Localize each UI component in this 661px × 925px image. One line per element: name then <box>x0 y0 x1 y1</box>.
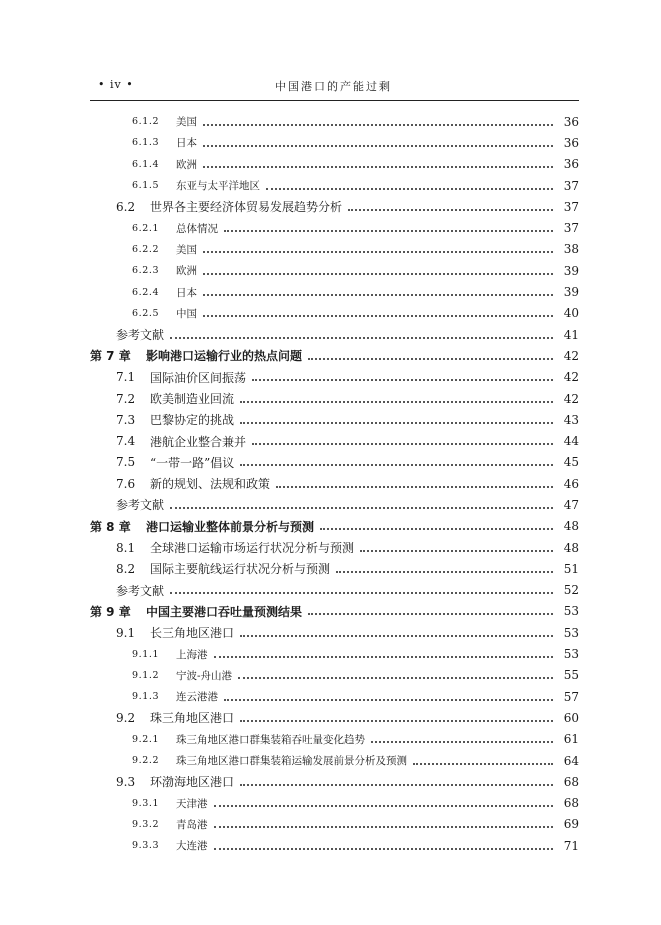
toc-references-entry[interactable] <box>116 324 579 345</box>
dot-leader <box>360 550 553 552</box>
toc-entry-page: 46 <box>563 476 579 491</box>
toc-entry-page: 47 <box>563 497 579 512</box>
toc-entry-page: 39 <box>563 285 579 300</box>
toc-entry-title: 参考文献 <box>116 498 165 513</box>
toc-entry-page: 42 <box>563 348 579 363</box>
toc-entry-page: 36 <box>563 157 579 172</box>
toc-entry-number: 7.1 <box>116 370 136 385</box>
toc-entry-number: 8.1 <box>116 540 136 555</box>
toc-entry[interactable] <box>132 814 579 835</box>
toc-entry-title: 港口运输业整体前景分析与预测 <box>146 519 315 534</box>
dot-leader <box>238 677 553 679</box>
toc-entry[interactable] <box>132 175 579 196</box>
toc-entry-title: 新的规划、法规和政策 <box>150 477 271 492</box>
toc-entry-number: 6.1.5 <box>132 180 160 192</box>
toc-entry-number: 7.5 <box>116 455 136 470</box>
toc-entry[interactable] <box>116 409 579 430</box>
toc-entry-title: 中国主要港口吞吐量预测结果 <box>146 604 303 619</box>
toc-entry-title: 世界各主要经济体贸易发展趋势分析 <box>150 200 343 215</box>
toc-entry-title: “一带一路”倡议 <box>150 455 235 470</box>
toc-entry-title: 连云港港 <box>176 691 218 704</box>
dot-leader <box>203 294 553 296</box>
toc-entry-title: 青岛港 <box>176 818 208 831</box>
toc-entry[interactable] <box>116 452 579 473</box>
toc-entry-title: 影响港口运输行业的热点问题 <box>146 349 303 364</box>
toc-entry[interactable] <box>132 154 579 175</box>
toc-entry-title: 港航企业整合兼并 <box>150 434 247 449</box>
toc-entry-number: 9.1 <box>116 625 136 640</box>
toc-entry-title: 美国 <box>176 243 197 256</box>
toc-entry-page: 71 <box>563 838 579 853</box>
toc-entry-number: 9.2.2 <box>132 755 160 767</box>
toc-entry-number: 7.2 <box>116 391 136 406</box>
dot-leader <box>266 188 553 190</box>
dot-leader <box>224 230 553 232</box>
toc-entry[interactable] <box>116 430 579 451</box>
toc-entry-title: 巴黎协定的挑战 <box>150 413 235 428</box>
toc-entry-title: 参考文献 <box>116 583 165 598</box>
toc-entry-number: 6.2 <box>116 199 136 214</box>
toc-entry[interactable] <box>132 303 579 324</box>
toc-entry-title: 总体情况 <box>176 222 218 235</box>
toc-entry-number: 6.1.3 <box>132 137 160 149</box>
toc-entry[interactable] <box>132 729 579 750</box>
toc-entry-page: 42 <box>563 391 579 406</box>
toc-entry[interactable] <box>116 388 579 409</box>
dot-leader <box>240 401 553 403</box>
dot-leader <box>308 613 553 615</box>
toc-entry-number: 9.3.2 <box>132 818 160 830</box>
toc-entry[interactable] <box>132 643 579 664</box>
toc-references-entry[interactable] <box>116 494 579 515</box>
toc-entry[interactable] <box>132 217 579 238</box>
toc-entry-page: 53 <box>563 625 579 640</box>
dot-leader <box>336 571 553 573</box>
table-of-contents <box>0 111 661 856</box>
toc-entry-title: 长三角地区港口 <box>150 626 235 641</box>
toc-entry-number: 6.2.2 <box>132 243 160 255</box>
dot-leader <box>214 656 554 658</box>
toc-entry-number: 9.3 <box>116 774 136 789</box>
toc-entry[interactable] <box>132 686 579 707</box>
toc-entry-page: 51 <box>563 561 579 576</box>
dot-leader <box>240 720 553 722</box>
toc-entry-page: 68 <box>563 796 579 811</box>
toc-chapter-entry[interactable] <box>90 345 579 366</box>
toc-entry-number: 7.6 <box>116 476 136 491</box>
book-title: 中国港口的产能过剩 <box>275 80 392 93</box>
toc-entry-page: 60 <box>563 710 579 725</box>
toc-entry-page: 42 <box>563 370 579 385</box>
toc-entry[interactable] <box>132 111 579 132</box>
toc-entry-title: 欧美制造业回流 <box>150 392 235 406</box>
toc-entry-number: 6.1.4 <box>132 158 160 170</box>
toc-entry-number: 第 7 章 <box>90 349 131 364</box>
toc-entry[interactable] <box>116 622 579 643</box>
toc-entry[interactable] <box>132 665 579 686</box>
toc-entry-page: 38 <box>563 242 579 257</box>
toc-entry-number: 9.1.2 <box>132 669 160 681</box>
toc-entry-page: 37 <box>563 221 579 236</box>
toc-entry-title: 日本 <box>176 286 197 299</box>
dot-leader <box>203 315 553 317</box>
toc-entry-page: 48 <box>563 519 579 534</box>
toc-entry-title: 参考文献 <box>116 328 165 343</box>
toc-entry-page: 37 <box>563 199 579 214</box>
toc-entry[interactable] <box>132 793 579 814</box>
dot-leader <box>203 124 553 126</box>
toc-entry[interactable] <box>116 196 579 217</box>
toc-entry-number: 9.3.1 <box>132 797 160 809</box>
toc-entry[interactable] <box>132 239 579 260</box>
page-number: • iv • <box>98 78 134 91</box>
dot-leader <box>224 699 553 701</box>
toc-entry[interactable] <box>116 771 579 792</box>
toc-entry[interactable] <box>132 260 579 281</box>
toc-entry-page: 36 <box>563 135 579 150</box>
toc-references-entry[interactable] <box>116 580 579 601</box>
toc-entry-number: 6.1.2 <box>132 116 160 128</box>
toc-entry[interactable] <box>116 367 579 388</box>
toc-entry-page: 37 <box>563 178 579 193</box>
toc-entry-number: 6.2.4 <box>132 286 160 298</box>
toc-entry-title: 上海港 <box>176 648 208 661</box>
dot-leader <box>240 464 553 466</box>
toc-entry-page: 61 <box>563 732 579 747</box>
toc-entry-title: 国际主要航线运行状况分析与预测 <box>150 562 331 577</box>
toc-entry-page: 40 <box>563 306 579 321</box>
dot-leader <box>252 379 553 381</box>
toc-entry-number: 7.4 <box>116 434 136 449</box>
toc-entry-title: 宁波-舟山港 <box>176 669 233 682</box>
toc-entry[interactable] <box>116 537 579 558</box>
dot-leader <box>214 848 554 850</box>
running-header <box>90 76 577 96</box>
toc-entry-page: 45 <box>563 455 579 470</box>
dot-leader <box>371 741 553 743</box>
dot-leader <box>240 635 553 637</box>
toc-entry[interactable] <box>116 558 579 579</box>
toc-entry[interactable] <box>116 473 579 494</box>
toc-entry-page: 41 <box>563 327 579 342</box>
toc-entry-page: 53 <box>563 604 579 619</box>
dot-leader <box>203 273 553 275</box>
toc-entry-title: 环渤海地区港口 <box>150 775 235 790</box>
dot-leader <box>170 337 553 339</box>
dot-leader <box>320 528 553 530</box>
toc-entry-page: 64 <box>563 753 579 768</box>
toc-entry-number: 9.1.1 <box>132 648 160 660</box>
dot-leader <box>276 486 553 488</box>
toc-entry-title: 珠三角地区港口 <box>150 711 235 726</box>
toc-entry-title: 天津港 <box>176 797 208 810</box>
toc-entry-page: 43 <box>563 412 579 427</box>
toc-entry-page: 52 <box>563 583 579 598</box>
toc-entry-page: 39 <box>563 263 579 278</box>
toc-entry-title: 中国 <box>176 307 197 320</box>
toc-entry-title: 国际油价区间振荡 <box>150 370 247 385</box>
toc-entry-page: 68 <box>563 774 579 789</box>
toc-entry-number: 第 9 章 <box>90 604 131 619</box>
dot-leader <box>214 805 554 807</box>
toc-entry-number: 9.1.3 <box>132 691 160 703</box>
toc-entry[interactable] <box>132 835 579 856</box>
toc-entry-page: 44 <box>563 434 579 449</box>
dot-leader <box>413 763 553 765</box>
dot-leader <box>203 166 553 168</box>
dot-leader <box>170 592 553 594</box>
toc-entry-page: 55 <box>563 668 579 683</box>
toc-entry-number: 6.2.5 <box>132 307 160 319</box>
toc-entry-page: 48 <box>563 540 579 555</box>
toc-entry-title: 日本 <box>176 137 197 150</box>
toc-chapter-entry[interactable] <box>90 516 579 537</box>
toc-entry-page: 36 <box>563 114 579 129</box>
toc-entry-title: 欧洲 <box>176 158 197 171</box>
dot-leader <box>170 507 553 509</box>
toc-entry-number: 7.3 <box>116 412 136 427</box>
toc-entry-page: 53 <box>563 647 579 662</box>
toc-entry-title: 大连港 <box>176 840 208 853</box>
dot-leader <box>348 209 553 211</box>
toc-chapter-entry[interactable] <box>90 601 579 622</box>
toc-entry-title: 珠三角地区港口群集装箱运输发展前景分析及预测 <box>176 755 407 768</box>
toc-entry-page: 57 <box>563 689 579 704</box>
toc-entry-number: 第 8 章 <box>90 519 131 534</box>
toc-entry-title: 全球港口运输市场运行状况分析与预测 <box>150 541 355 556</box>
toc-entry-number: 6.2.3 <box>132 265 160 277</box>
dot-leader <box>308 358 553 360</box>
toc-entry-page: 69 <box>563 817 579 832</box>
toc-entry[interactable] <box>132 750 579 771</box>
header-divider <box>90 100 579 101</box>
toc-entry-title: 美国 <box>176 116 197 129</box>
toc-entry-number: 6.2.1 <box>132 222 160 234</box>
dot-leader <box>214 826 554 828</box>
dot-leader <box>203 251 553 253</box>
toc-entry-number: 9.2.1 <box>132 733 160 745</box>
dot-leader <box>252 443 553 445</box>
toc-entry[interactable] <box>132 132 579 153</box>
dot-leader <box>240 784 553 786</box>
toc-entry[interactable] <box>132 281 579 302</box>
dot-leader <box>203 145 553 147</box>
dot-leader <box>240 422 553 424</box>
toc-entry-number: 8.2 <box>116 561 136 576</box>
toc-entry-title: 欧洲 <box>176 265 197 278</box>
toc-entry-number: 9.2 <box>116 710 136 725</box>
toc-entry-title: 珠三角地区港口群集装箱吞吐量变化趋势 <box>176 733 365 746</box>
toc-entry-number: 9.3.3 <box>132 840 160 852</box>
toc-entry-title: 东亚与太平洋地区 <box>176 180 260 193</box>
toc-entry[interactable] <box>116 707 579 728</box>
